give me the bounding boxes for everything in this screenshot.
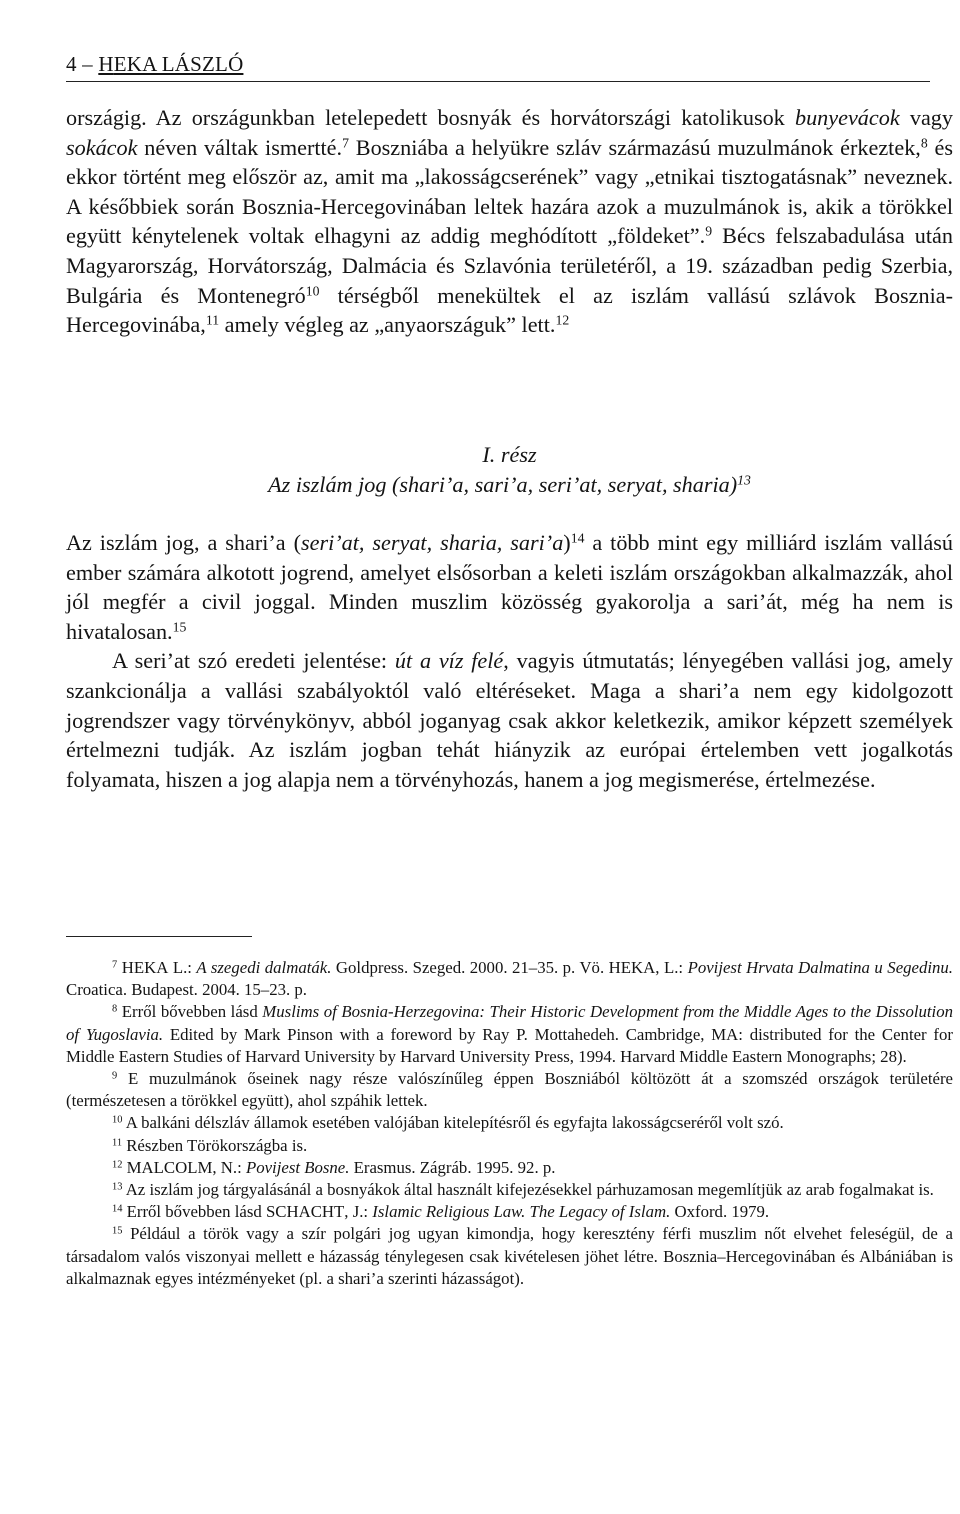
header-text xyxy=(66,52,243,77)
footnote-ref-11[interactable]: 11 xyxy=(205,312,220,328)
header-author: HEKA LÁSZLÓ xyxy=(98,52,244,76)
footnote-12: $^{12}$ MALCOLM, N.: Povijest Bosne. Erasmus. Zágráb. 1995. 92. p. xyxy=(112,1157,556,1177)
footnotes xyxy=(66,957,953,1290)
footnote-ref-14[interactable]: 14 xyxy=(570,530,585,546)
page-number: 4 – xyxy=(66,52,99,76)
paragraph-3: A seri’at szó eredeti jelentése: út a víz felé, vagyis útmutatás; lényegében vallási jog, amely szankcionálja a vallási szabályoktól való eltéréseket. Maga a shari’a nem egy kidolgozott jogrendszer vagy törvénykönyv, abból joganyag csak akkor keletkezik, amikor képzett személyek értelmezni tudják. Az iszlám jogban tehát hiányzik az európai értelemben vett jogalkotás folyamata, hiszen a jog alapja nem a törvényhozás, hanem a jog megismerése, értelmezése. xyxy=(66,648,953,792)
footnote-11: $^{11}$ Részben Törökországba is. xyxy=(112,1135,308,1155)
footnote-ref-10[interactable]: 10 xyxy=(305,283,320,298)
header-rule xyxy=(66,81,930,82)
footnote-14: $^{14}$ Erről bővebben lásd SCHACHT, J.: Islamic Religious Law. The Legacy of Islam. Oxford. 1979. xyxy=(112,1202,770,1222)
footnote-ref-7[interactable]: 7 xyxy=(342,135,349,151)
section-heading xyxy=(66,440,953,500)
footnote-10: $^{10}$ A balkáni délszláv államok esetében valójában kitelepítésről és egyfajta lakosságcseréről volt szó. xyxy=(112,1113,784,1133)
footnote-8: $^8$ Erről bővebben lásd Muslims of Bosnia-Herzegovina: Their Historic Development from the Middle Ages to the Dissolution of Yugoslavia. Edited by Mark Pinson with a foreword by Ray P. Mottahedeh. Cambridge, MA: distributed for the Center for Middle Eastern Studies of Harvard University by Harvard University Press, 1994. Harvard Middle Eastern Monographs; 28). xyxy=(66,1002,954,1066)
footnote-ref-15[interactable]: 15 xyxy=(172,619,187,635)
section-title: Az iszlám jog (shari’a, sari’a, seri’at, seryat, sharia)$^{13}$ xyxy=(268,472,751,497)
footnote-13: $^{13}$ Az iszlám jog tárgyalásánál a bosnyákok által használt kifejezésekkel párhuzamosan megemlítjük az arab fogalmakat is. xyxy=(112,1180,934,1200)
section-part: I. rész xyxy=(482,442,537,467)
footnote-9: $^9$ E muzulmánok őseinek nagy része valószínűleg éppen Boszniából költözött át a szomszéd országok területére (természetesen a törökkel együtt), ahol szpáhik lettek. xyxy=(66,1069,954,1111)
paragraph-2-3 xyxy=(66,528,953,794)
footnote-ref-9[interactable]: 9 xyxy=(705,223,713,239)
paragraph-1: országig. Az országunkban letelepedett bosnyák és horvátországi katolikusok bunyevácok vagy sokácok néven váltak ismertté.$^7$ Boszniába a helyükre szláv származású muzulmánok érkeztek,$^8$ és ekkor történt meg először az, amit ma „lakosságcserének” vagy „etnikai tisztogatásnak” neveznek. A későbbiek során Bosznia-Hercegovinában leltek hazára azok a muzulmánok is, akik a törökkel együtt kénytelenek voltak elhagyni az addig meghódított „földeket”.$^9$ Bécs felszabadulása után Magyarország, Horvátország, Dalmácia és Szlavónia területéről, a 19. században pedig Szerbia, Bulgária és Montenegró$^{10}$ térségből menekültek el az iszlám vallású szlávok Bosznia-Hercegovinába,$^{11}$ amely végleg az „anyaországuk” lett.$^{12}$ xyxy=(66,105,954,338)
footnote-ref-8[interactable]: 8 xyxy=(920,135,928,151)
footnote-ref-12[interactable]: 12 xyxy=(555,312,570,328)
running-header xyxy=(66,52,930,88)
footnote-ref-13[interactable]: 13 xyxy=(737,472,751,488)
paragraph-2: Az iszlám jog, a shari’a (seri’at, seryat, sharia, sari’a)$^{14}$ a több mint egy milliárd iszlám vallású ember számára alkotott jogrend, amelyet elsősorban a keleti iszlám országokban alkalmazzák, ahol jól megfér a civil joggal. Minden muszlim közösség gyakorolja a sari’át, még ha nem is hivatalosan.$^{15}$ xyxy=(66,530,953,644)
footnote-rule xyxy=(66,936,252,937)
footnote-15: $^{15}$ Például a török vagy a szír polgári jog ugyan kimondja, hogy keresztény férfi muszlim nőt elvehet feleségül, de a társadalom valós viszonyai mellett e házasság ténylegesen csak kivételesen jöhet létre. Bosznia–Hercegovinában és Albániában is alkalmaznak egyes intézményeket (pl. a shari’a szerinti házasságot). xyxy=(66,1224,953,1288)
footnote-7: $^7$ HEKA L.: A szegedi dalmaták. Goldpress. Szeged. 2000. 21–35. p. Vö. HEKA, L.: Povijest Hrvata Dalmatina u Segedinu. Croatica. Budapest. 2004. 15–23. p. xyxy=(66,958,954,1000)
